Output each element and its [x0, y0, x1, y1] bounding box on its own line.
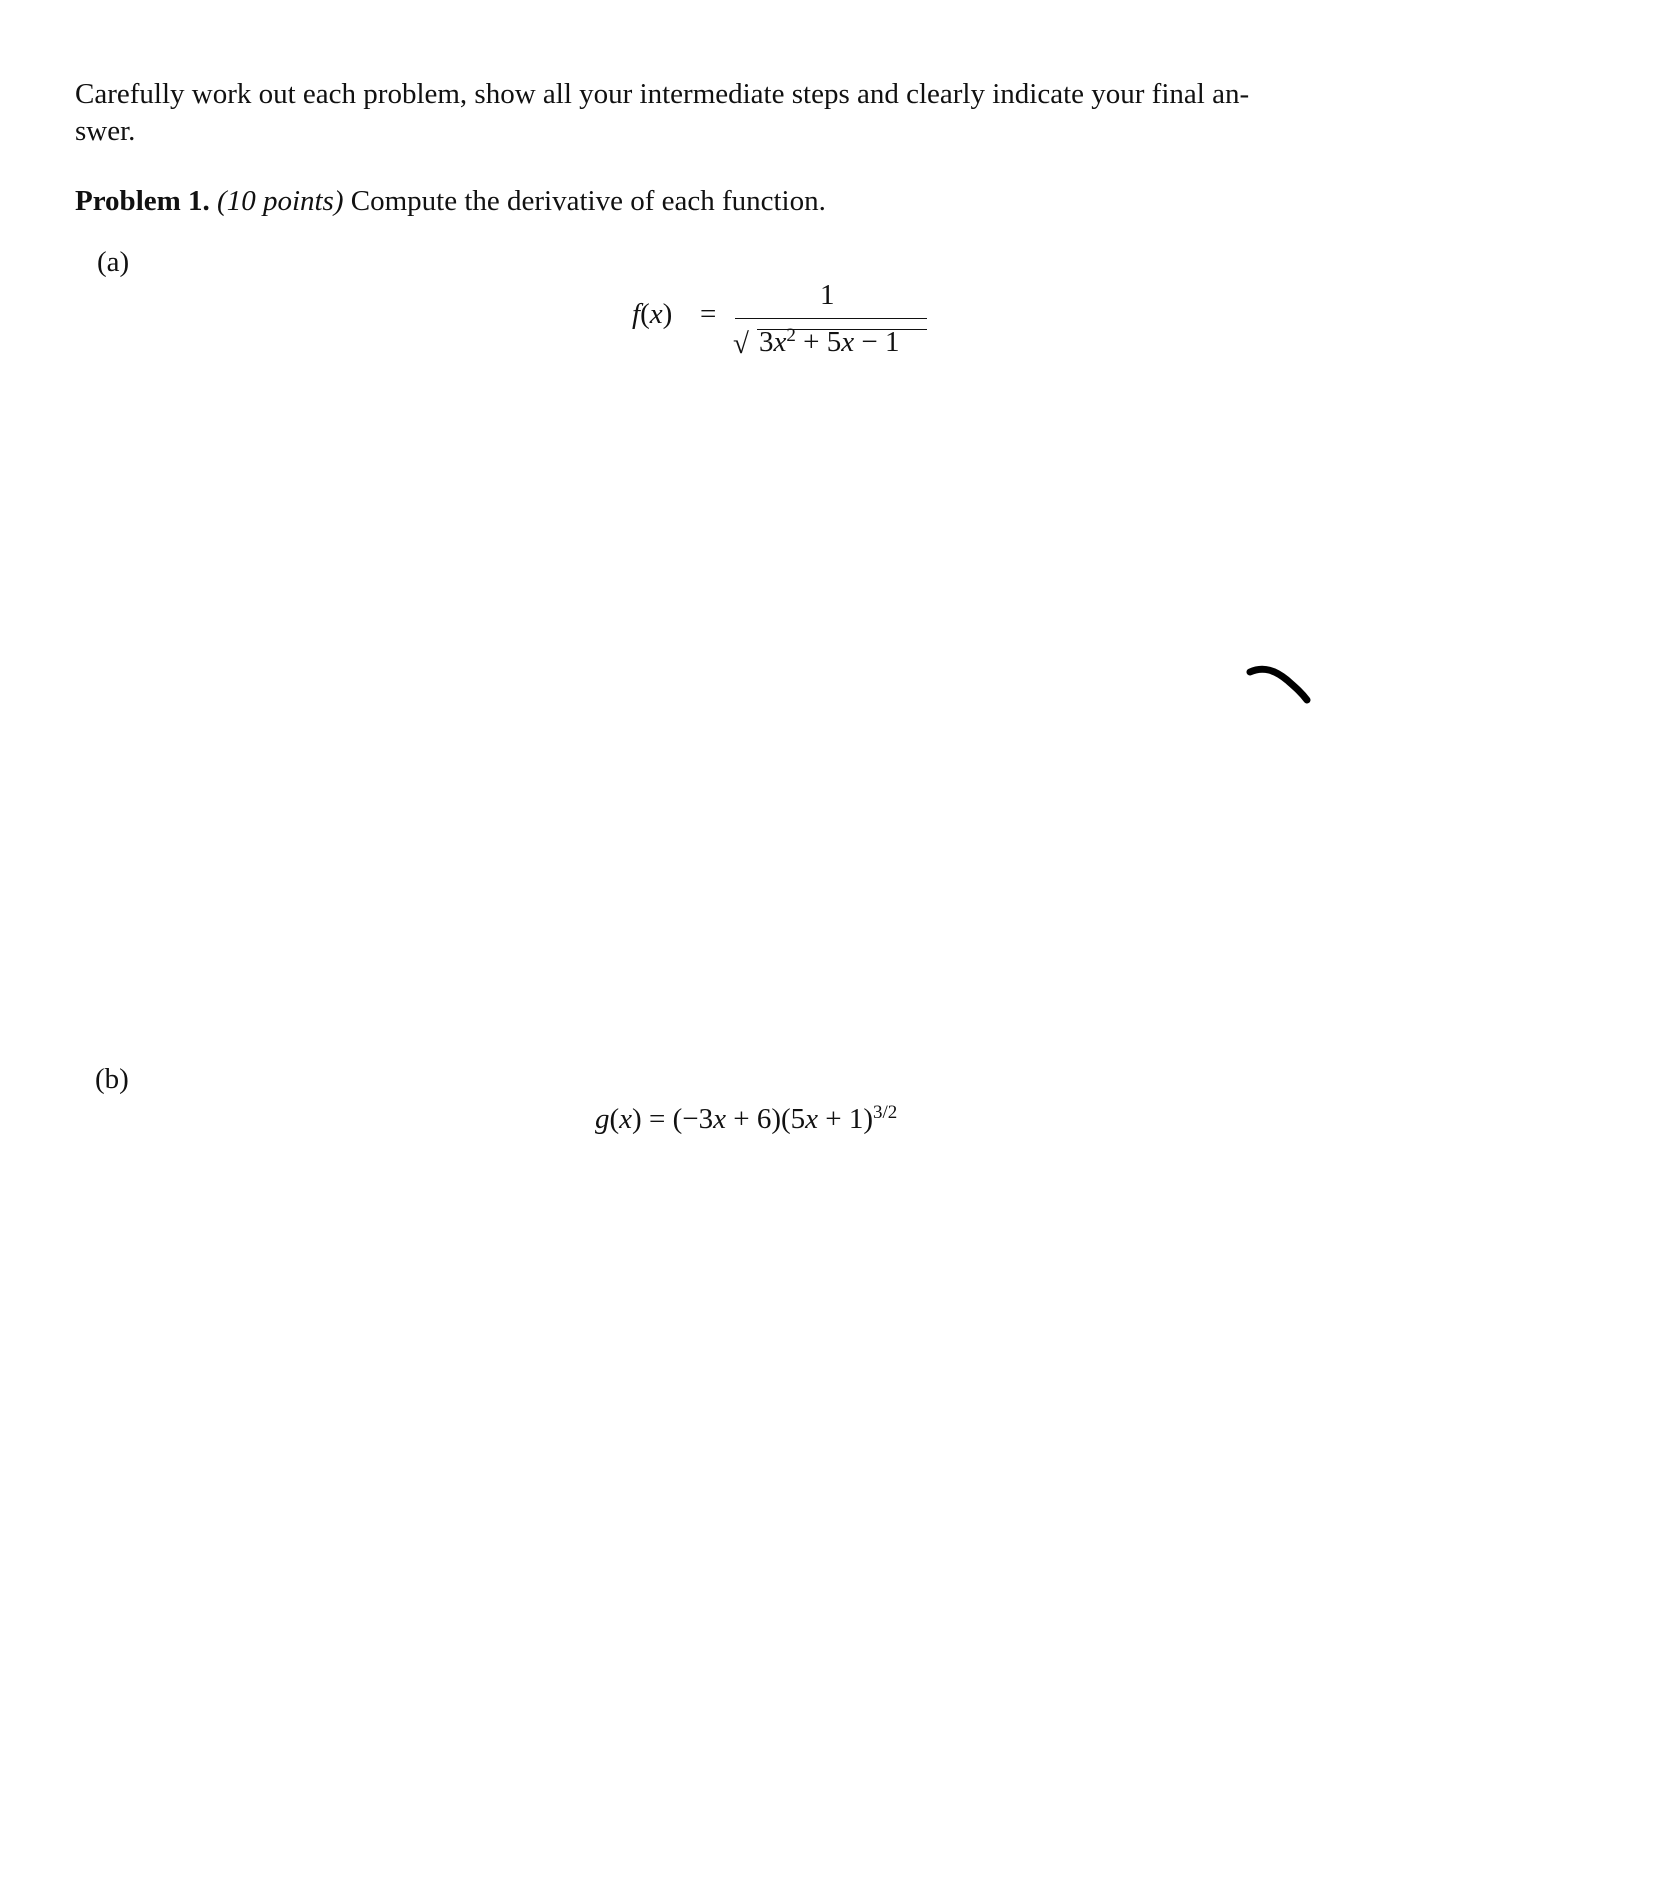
equation-a-fraction-bar: [735, 318, 927, 319]
eq-a-den-exp1: 2: [786, 325, 796, 346]
eq-a-var: x: [649, 298, 663, 330]
eq-b-factor1-open: (−3: [672, 1103, 714, 1135]
equation-a-lhs: [632, 298, 672, 331]
problem-1-label: Problem 1.: [75, 185, 210, 217]
equation-b: [595, 1103, 897, 1136]
eq-b-fn: g: [595, 1103, 610, 1135]
instructions-line-2: swer.: [75, 115, 136, 147]
eq-a-fn: f: [632, 298, 641, 330]
problem-1-heading: [75, 185, 826, 218]
instructions: [75, 76, 1420, 150]
eq-b-open: (: [609, 1103, 620, 1135]
eq-a-den-plus: + 5: [795, 326, 842, 358]
instructions-line-1: Carefully work out each problem, show all your intermediate steps and clearly indicate your final an-: [75, 78, 1250, 110]
eq-b-factor1-rest: + 6)(5: [725, 1103, 806, 1135]
eq-b-equals: =: [641, 1103, 673, 1135]
eq-b-exponent: 3/2: [873, 1102, 898, 1123]
pen-stroke-mark-icon: [1245, 660, 1315, 710]
part-a-label: (a): [97, 246, 130, 278]
problem-1-points: (10 points): [217, 185, 344, 217]
eq-b-var: x: [619, 1103, 633, 1135]
eq-a-den-var2: x: [841, 326, 855, 358]
problem-1-prompt: Compute the derivative of each function.: [350, 185, 826, 217]
part-b-label: (b): [95, 1063, 129, 1095]
eq-b-factor1-var: x: [713, 1103, 726, 1135]
equation-a-numerator: 1: [820, 279, 835, 311]
eq-a-den-minus: − 1: [854, 326, 900, 358]
eq-a-open: (: [640, 298, 650, 330]
eq-a-den-var1: x: [773, 326, 787, 358]
equation-a-denominator: [759, 326, 899, 359]
eq-b-factor2-rest: + 1): [818, 1103, 874, 1135]
eq-b-factor2-var: x: [805, 1103, 819, 1135]
eq-a-den-coef1: 3: [759, 326, 774, 358]
eq-b-close: ): [632, 1103, 642, 1135]
equation-a-equals: =: [700, 298, 717, 330]
eq-a-close: ): [662, 298, 673, 330]
sqrt-icon: √: [733, 328, 749, 360]
